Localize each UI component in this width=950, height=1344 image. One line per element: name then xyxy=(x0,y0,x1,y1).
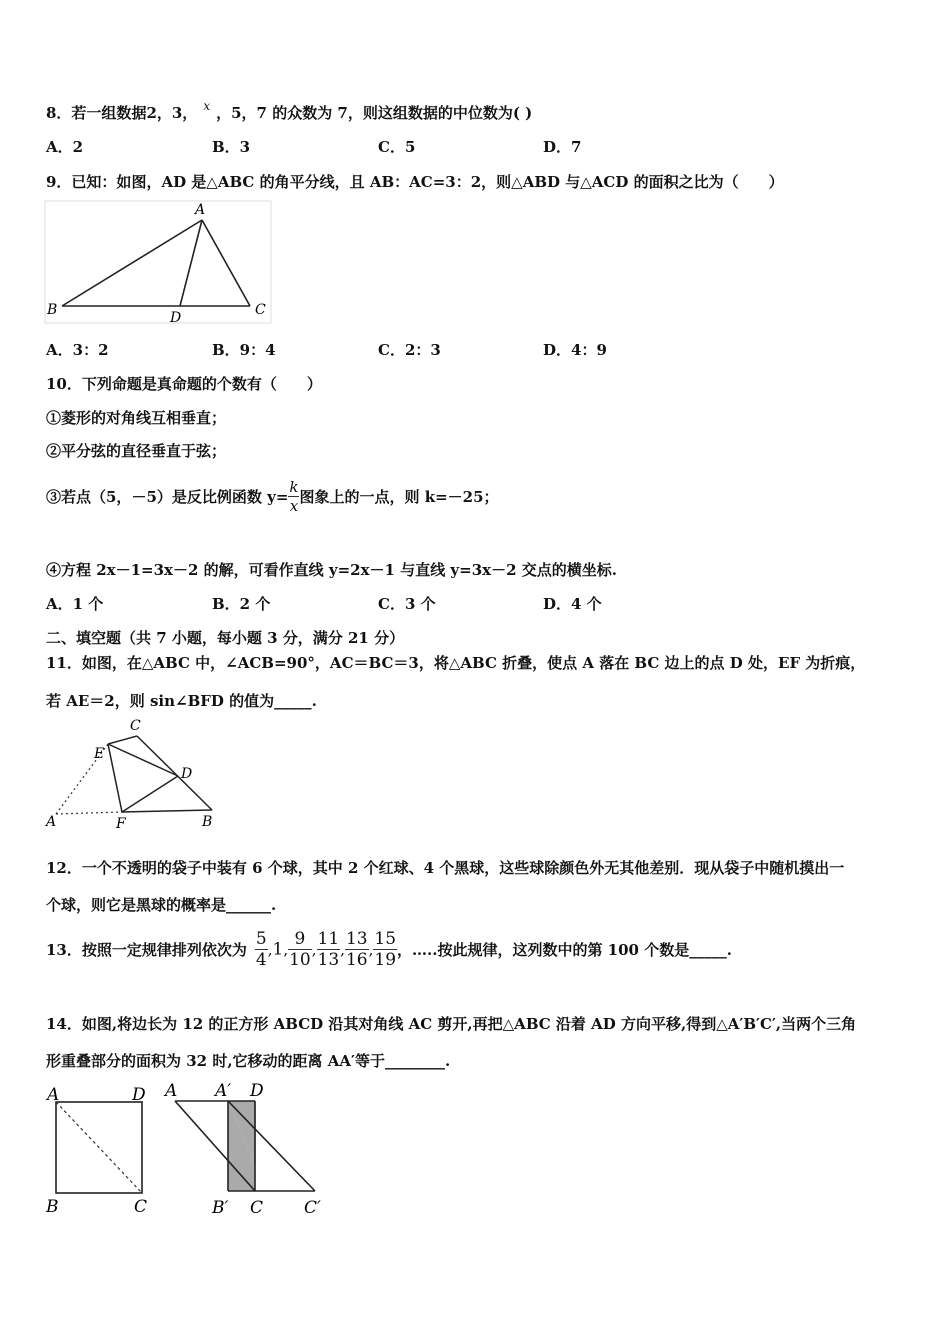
q9-label-d: D xyxy=(170,310,182,324)
q10-item-2: ②平分弦的直径垂直于弦； xyxy=(46,442,227,460)
q8-option-b[interactable]: B．3 xyxy=(212,138,251,156)
q14-fig2-label-d: D xyxy=(250,1081,264,1101)
section-fill-in-title: 二、填空题（共 7 小题，每小题 3 分，满分 21 分） xyxy=(46,629,405,647)
q14-fig1-label-a: A xyxy=(47,1085,60,1105)
q11-label-f: F xyxy=(116,816,126,832)
q14-stem-line2: 形重叠部分的面积为 32 时,它移动的距离 AA′等于________. xyxy=(46,1052,451,1070)
q8-option-d[interactable]: D．7 xyxy=(543,138,582,156)
q11-label-b: B xyxy=(202,814,213,830)
q8-option-a[interactable]: A．2 xyxy=(46,138,84,156)
q10-option-a[interactable]: A．1 个 xyxy=(46,595,104,613)
q13-term-1: $\frac{5}{4}$ xyxy=(255,929,267,970)
q10-stem: 10．下列命题是真命题的个数有（ ） xyxy=(46,375,322,393)
q11-label-d: D xyxy=(181,766,193,782)
q13-stem: 13．按照一定规律排列依次为 $\frac{5}{4}$ ,1, $\frac{9}{10}$ , $\frac{11}{13}$ , $\frac{13}{16}$ , $\frac{15}{19}$ ，…..按此规律，这列数中的第 100 个数是_____. xyxy=(46,929,732,970)
q13-term-3: $\frac{9}{10}$ xyxy=(289,929,311,970)
q9-option-b[interactable]: B．9：4 xyxy=(212,341,276,359)
q13-term-4: $\frac{11}{13}$ xyxy=(317,929,340,970)
q14-fig2-label-c-prime: C′ xyxy=(304,1198,321,1218)
q14-translation-figure xyxy=(160,1076,332,1220)
q12-stem-line2: 个球，则它是黑球的概率是______. xyxy=(46,896,277,914)
q14-fig2-label-a-prime: A′ xyxy=(215,1081,232,1101)
q14-fig2-label-b-prime: B′ xyxy=(212,1198,229,1218)
q14-fig2-label-a: A xyxy=(165,1081,178,1101)
q8-stem: 8．若一组数据2，3， $^x$ ，5，7 的众数为 7，则这组数据的中位数为( ) xyxy=(46,99,533,122)
q13-term-6: $\frac{15}{19}$ xyxy=(374,929,397,970)
q11-stem-line2: 若 AE＝2，则 sin∠BFD 的值为_____. xyxy=(46,692,317,710)
q8-variable: x xyxy=(203,99,211,113)
q11-label-e: E xyxy=(94,746,105,762)
q13-term-5: $\frac{13}{16}$ xyxy=(345,929,368,970)
q10-option-b[interactable]: B．2 个 xyxy=(212,595,271,613)
q11-label-c: C xyxy=(130,718,141,734)
q14-fig1-label-d: D xyxy=(132,1085,146,1105)
q14-fig2-label-c: C xyxy=(250,1198,264,1218)
q9-option-d[interactable]: D．4：9 xyxy=(543,341,607,359)
q14-fig1-label-c: C xyxy=(134,1197,148,1217)
q10-item-3: ③若点（5，－5）是反比例函数 y= $\frac{k}{x}$ 图象上的一点，则 k=－25； xyxy=(46,478,499,515)
q9-label-c: C xyxy=(255,302,266,318)
q11-fold-figure xyxy=(44,716,224,832)
q9-triangle-figure xyxy=(44,200,272,324)
q10-item-1: ①菱形的对角线互相垂直； xyxy=(46,409,227,427)
q9-option-c[interactable]: C．2：3 xyxy=(378,341,441,359)
q8-option-c[interactable]: C．5 xyxy=(378,138,416,156)
q11-label-a: A xyxy=(46,814,57,830)
q10-fraction-k-over-x: $\frac{k}{x}$ xyxy=(289,478,299,515)
q9-label-b: B xyxy=(47,302,58,318)
q14-fig1-label-b: B xyxy=(46,1197,59,1217)
q9-option-a[interactable]: A．3：2 xyxy=(46,341,109,359)
q11-stem-line1: 11．如图，在△ABC 中，∠ACB=90°，AC＝BC＝3，将△ABC 折叠，使点 A 落在 BC 边上的点 D 处，EF 为折痕， xyxy=(46,654,866,672)
q14-square-figure xyxy=(44,1080,156,1220)
q9-stem: 9．已知：如图，AD 是△ABC 的角平分线，且 AB：AC=3：2，则△ABD 与△ACD 的面积之比为（ ） xyxy=(46,173,784,191)
q10-option-d[interactable]: D．4 个 xyxy=(543,595,602,613)
q9-label-a: A xyxy=(195,202,206,218)
q10-item-4: ④方程 2x－1=3x－2 的解，可看作直线 y=2x－1 与直线 y=3x－2 交点的横坐标. xyxy=(46,561,617,579)
q13-term-2: 1 xyxy=(272,939,284,960)
q10-option-c[interactable]: C．3 个 xyxy=(378,595,436,613)
q14-stem-line1: 14．如图,将边长为 12 的正方形 ABCD 沿其对角线 AC 剪开,再把△ABC 沿着 AD 方向平移,得到△A′B′C′,当两个三角 xyxy=(46,1015,857,1033)
q12-stem-line1: 12．一个不透明的袋子中装有 6 个球，其中 2 个红球、4 个黑球，这些球除颜色外无其他差别．现从袋子中随机摸出一 xyxy=(46,859,845,877)
